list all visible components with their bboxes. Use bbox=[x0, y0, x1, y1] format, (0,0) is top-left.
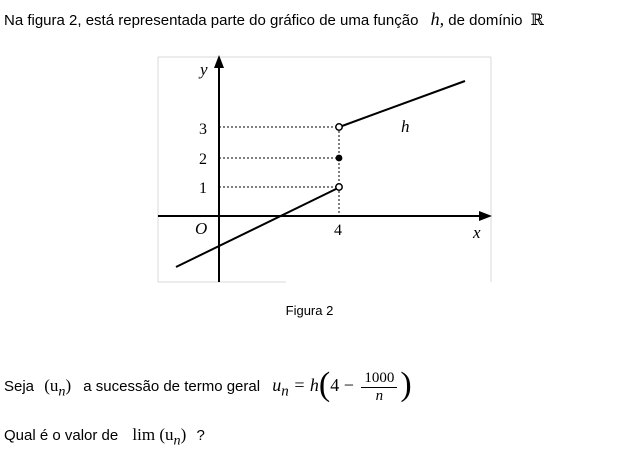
formula-lhs: u bbox=[272, 375, 282, 396]
sequence-symbol bbox=[44, 375, 72, 400]
formula-close: ) bbox=[400, 366, 412, 403]
lim-arg-sub: n bbox=[173, 432, 181, 449]
y-tick-2: 2 bbox=[199, 151, 207, 168]
lim-expression bbox=[132, 425, 187, 449]
general-term-formula bbox=[272, 368, 411, 406]
intro-text: Na figura 2, está representada parte do gráfico de uma função bbox=[4, 12, 419, 29]
open-point-y3 bbox=[336, 124, 342, 130]
function-graph bbox=[155, 52, 495, 284]
intro-line bbox=[4, 9, 544, 30]
y-tick-3: 3 bbox=[199, 121, 207, 138]
sequence-text: Seja bbox=[4, 377, 35, 395]
formula-open: ( bbox=[318, 366, 331, 403]
formula-fraction bbox=[361, 370, 397, 405]
curve-label: h bbox=[401, 117, 410, 136]
formula-eq: = h bbox=[293, 375, 319, 396]
closed-point-y2 bbox=[336, 155, 343, 162]
formula-lhs-sub: n bbox=[281, 383, 289, 400]
y-tick-1: 1 bbox=[199, 180, 207, 197]
lim-word: lim bbox=[132, 425, 156, 444]
y-axis-label: y bbox=[200, 60, 208, 79]
seq-open: (u bbox=[44, 375, 59, 395]
frac-numerator: 1000 bbox=[361, 370, 397, 388]
question-mark: ? bbox=[196, 427, 205, 444]
x-axis-arrow bbox=[479, 211, 492, 221]
seq-close: ) bbox=[65, 375, 72, 395]
figure-caption: Figura 2 bbox=[285, 303, 334, 318]
sequence-line bbox=[4, 368, 412, 406]
question-line bbox=[4, 425, 205, 449]
seq-sub: n bbox=[58, 383, 66, 400]
domain-symbol: ℝ bbox=[530, 10, 544, 29]
x-axis-label: x bbox=[473, 223, 481, 242]
formula-four: 4 − bbox=[330, 375, 354, 396]
sequence-text-2: a sucessão de termo geral bbox=[83, 377, 261, 395]
lim-arg-open: (u bbox=[159, 425, 174, 444]
question-text: Qual é o valor de bbox=[4, 427, 119, 444]
frac-denominator: n bbox=[375, 387, 384, 404]
x-tick-4: 4 bbox=[334, 222, 342, 239]
origin-label: O bbox=[195, 219, 208, 238]
intro-text-2: de domínio bbox=[448, 12, 523, 29]
lim-arg-close: ) bbox=[180, 425, 187, 444]
open-point-y1 bbox=[336, 184, 342, 190]
function-symbol: h, bbox=[430, 9, 445, 29]
